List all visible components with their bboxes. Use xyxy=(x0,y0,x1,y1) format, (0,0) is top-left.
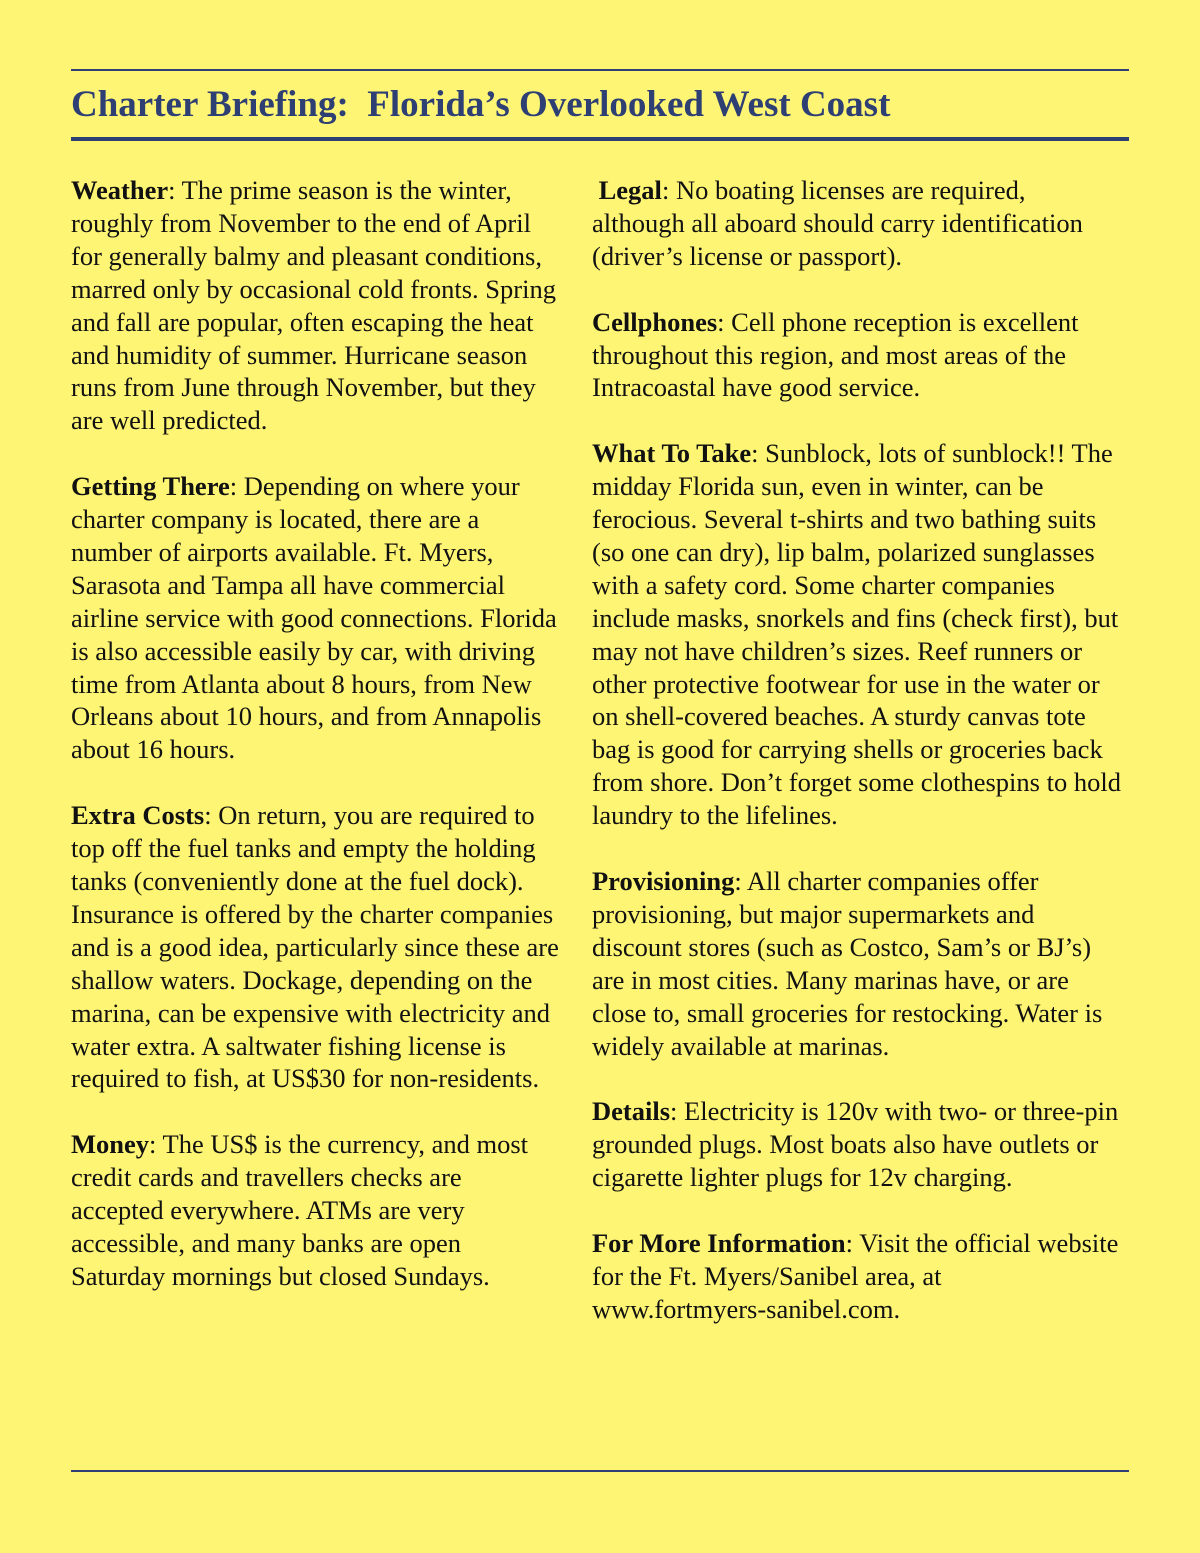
section-body: Sunblock, lots of sunblock!! The midday Florida sun, even in winter, can be ferocious. Several t-shirts and two bathing suits (so one can dry), lip balm, polarized sunglasses with a safety cord. Some charter companies include masks, snorkels and fins (check first), but may not have children’s sizes. Reef runners or other protective footwear for use in the water or on shell-covered beaches. A sturdy canvas tote bag is good for carrying shells or groceries back from shore. Don’t forget some clothespins to hold laundry to the lifelines. xyxy=(592,438,1121,831)
section-body: All charter companies offer provisioning, but major supermarkets and discount stores (such as Costco, Sam’s or BJ’s) are in most cities. Many marinas have, or are close to, small groceries for restocking. Water is widely available at marinas. xyxy=(592,865,1103,1061)
section-what-to-take xyxy=(592,437,1122,832)
page-title: Charter Briefing: Florida’s Overlooked West Coast xyxy=(71,84,891,125)
section-label: Getting There xyxy=(71,471,230,502)
section-extra-costs xyxy=(71,799,559,1095)
left-column xyxy=(71,174,559,1293)
section-label: Extra Costs xyxy=(71,800,205,831)
section-separator: : xyxy=(168,175,182,205)
section-separator: : xyxy=(149,1129,163,1160)
section-body: Electricity is 120v with two- or three-pin grounded plugs. Most boats also have outlets or cigarette lighter plugs for 12v charging. xyxy=(592,1096,1119,1193)
section-separator: : xyxy=(670,1096,685,1127)
section-label: Details xyxy=(592,1096,671,1127)
section-separator: : xyxy=(751,438,766,469)
section-separator: : xyxy=(204,800,219,831)
section-separator: : xyxy=(845,1227,860,1258)
section-details xyxy=(592,1095,1122,1194)
section-separator: : xyxy=(734,865,747,896)
section-label: Weather xyxy=(71,175,169,205)
section-body: On return, you are required to top off the fuel tanks and empty the holding tanks (conveniently done at the fuel dock). Insurance is offered by the charter companies and is a good idea, particularly since these are shallow waters. Dockage, depending on the marina, can be expensive with electricity and water extra. A saltwater fishing license is required to fish, at US$30 for non-residents. xyxy=(71,800,559,1094)
right-column xyxy=(592,174,1122,1326)
section-body: Cell phone reception is excellent throughout this region, and most areas of the Intracoastal have good service. xyxy=(592,306,1079,403)
bottom-rule xyxy=(71,1470,1129,1472)
section-money xyxy=(71,1128,559,1293)
section-body: Visit the official website for the Ft. Myers/Sanibel area, at www.fortmyers-sanibel.com. xyxy=(592,1227,1119,1324)
section-label: Cellphones xyxy=(592,306,718,337)
section-getting-there xyxy=(71,470,559,766)
section-provisioning xyxy=(592,865,1122,1062)
title-underline-rule xyxy=(71,137,1129,141)
section-body: No boating licenses are required, although all aboard should carry identification (driver’s license or passport). xyxy=(592,175,1083,271)
section-body: The US$ is the currency, and most credit cards and travellers checks are accepted everywhere. ATMs are very accessible, and many banks are open Saturday mornings but closed Sundays. xyxy=(71,1129,529,1291)
section-body: Depending on where your charter company is located, there are a number of airports available. Ft. Myers, Sarasota and Tampa all have commercial airline service with good connections. Florida is also accessible easily by car, with driving time from Atlanta about 8 hours, from New Orleans about 10 hours, and from Annapolis about 16 hours. xyxy=(71,471,557,765)
section-more-information xyxy=(592,1227,1122,1326)
section-body: The prime season is the winter, roughly from November to the end of April for generally balmy and pleasant conditions, marred only by occasional cold fronts. Spring and fall are popular, often escaping the heat and humidity of summer. Hurricane season runs from June through November, but they are well predicted. xyxy=(71,175,556,436)
section-cellphones xyxy=(592,306,1122,405)
top-rule xyxy=(71,69,1129,71)
section-label: What To Take xyxy=(592,438,752,469)
section-legal xyxy=(592,174,1122,273)
section-label: Legal xyxy=(598,175,662,205)
section-label: Provisioning xyxy=(592,865,735,896)
section-separator: : xyxy=(717,306,732,337)
section-separator: : xyxy=(229,471,244,502)
section-label: Money xyxy=(71,1129,150,1160)
section-label: For More Information xyxy=(592,1227,846,1258)
section-weather xyxy=(71,174,559,437)
section-separator: : xyxy=(661,175,676,205)
